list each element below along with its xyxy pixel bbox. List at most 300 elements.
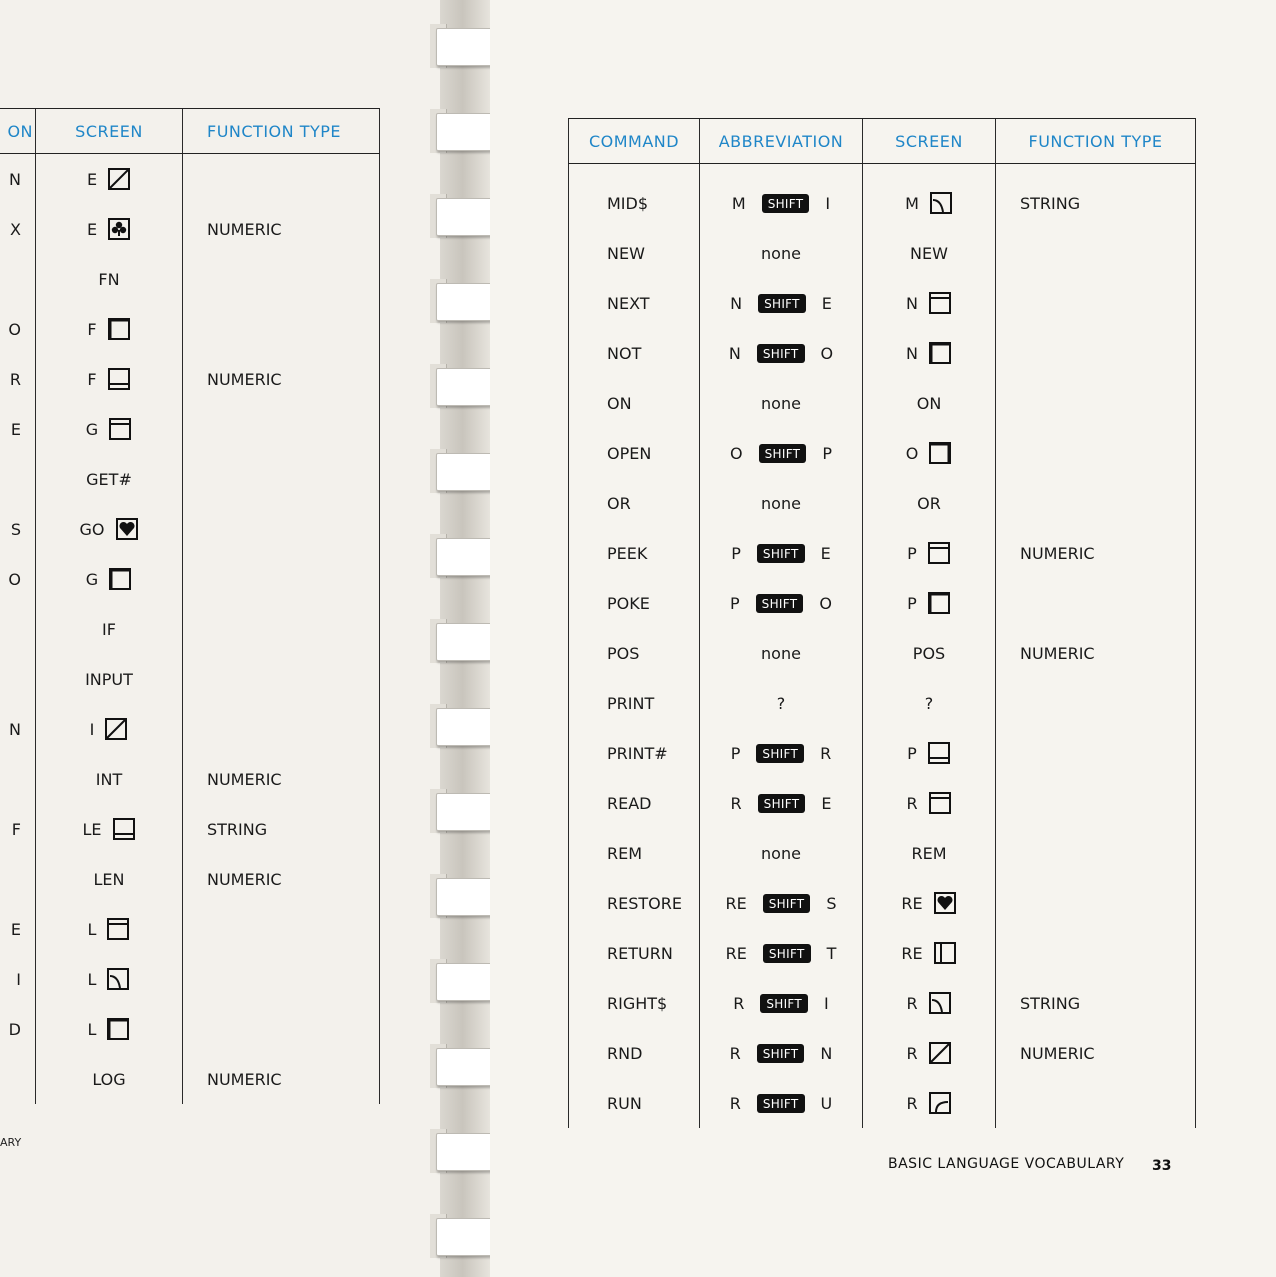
function-cell: [996, 728, 1196, 778]
shift-key: SHIFT: [758, 794, 806, 813]
screen-cell: [863, 528, 996, 578]
screen-prefix: R: [906, 993, 918, 1013]
left-screen-cell: [36, 654, 183, 704]
function-cell: [996, 378, 1196, 428]
abbreviation-prefix: P: [730, 594, 740, 613]
abbreviation-fragment: N: [9, 719, 21, 739]
screen-cell: [863, 328, 996, 378]
abbreviation-fragment: F: [11, 819, 21, 839]
shift-key: SHIFT: [763, 894, 811, 913]
shift-key: SHIFT: [757, 344, 805, 363]
left-table-row: [0, 954, 380, 1004]
left-table-row: [0, 654, 380, 704]
vocab-row: [569, 678, 1196, 728]
arc-icon: [928, 1091, 952, 1115]
screen-prefix: E: [86, 169, 98, 189]
shift-key: SHIFT: [759, 444, 807, 463]
command-name: NOT: [607, 343, 642, 363]
screen-prefix: IF: [102, 620, 116, 639]
vocab-row: [569, 278, 1196, 328]
left-function-cell: [183, 954, 380, 1004]
screen-prefix: REM: [911, 844, 947, 863]
abbreviation-suffix: E: [820, 544, 831, 563]
left-function-cell: [183, 604, 380, 654]
shift-key: SHIFT: [756, 744, 804, 763]
left-header-abbreviation: ON: [0, 109, 36, 154]
function-cell: [996, 478, 1196, 528]
left-footer-fragment: ARY: [0, 1136, 22, 1149]
command-name: POKE: [607, 593, 650, 613]
screen-cell: [863, 164, 996, 229]
left-screen-cell: [36, 254, 183, 304]
screen-prefix: P: [907, 543, 917, 563]
left-screen-cell: [36, 454, 183, 504]
command-cell: [569, 928, 700, 978]
right-corner-box-icon: [928, 441, 952, 465]
screen-cell: [863, 978, 996, 1028]
function-type: NUMERIC: [207, 869, 282, 889]
left-table-row: [0, 504, 380, 554]
left-table-row: [0, 304, 380, 354]
vocab-row: [569, 728, 1196, 778]
screen-prefix: GET#: [86, 470, 132, 489]
function-cell: [996, 528, 1196, 578]
command-name: POS: [607, 643, 640, 663]
abbreviation-suffix: E: [821, 294, 832, 313]
left-screen-cell: [36, 704, 183, 754]
command-cell: [569, 164, 700, 229]
function-cell: [996, 928, 1196, 978]
screen-cell: [863, 728, 996, 778]
screen-prefix: ?: [924, 694, 934, 713]
abbreviation-fragment: X: [10, 219, 21, 239]
left-screen-cell: [36, 154, 183, 205]
left-abbreviation-cell: [0, 954, 36, 1004]
left-vocab-table: [0, 108, 380, 1104]
function-cell: [996, 878, 1196, 928]
function-type: NUMERIC: [207, 769, 282, 789]
shift-key: SHIFT: [760, 994, 808, 1013]
screen-cell: [863, 1078, 996, 1128]
shift-key: SHIFT: [756, 594, 804, 613]
function-cell: [996, 278, 1196, 328]
left-function-cell: [183, 404, 380, 454]
left-corner-box-icon: [927, 591, 951, 615]
left-header-row: [0, 109, 380, 154]
command-cell: [569, 578, 700, 628]
abbreviation-prefix: P: [731, 544, 741, 563]
abbreviation-cell: [700, 628, 863, 678]
function-cell: [996, 428, 1196, 478]
function-type: STRING: [207, 819, 268, 839]
left-screen-cell: [36, 204, 183, 254]
screen-cell: [863, 778, 996, 828]
left-screen-cell: [36, 904, 183, 954]
command-name: PEEK: [607, 543, 648, 563]
screen-prefix: E: [86, 219, 98, 239]
command-cell: [569, 228, 700, 278]
screen-prefix: ON: [916, 394, 942, 413]
left-table-row: [0, 854, 380, 904]
command-name: ON: [607, 393, 632, 413]
command-name: MID$: [607, 193, 649, 213]
bottom-bar-box-icon: [107, 367, 131, 391]
screen-cell: [863, 228, 996, 278]
left-abbreviation-cell: [0, 654, 36, 704]
left-screen-cell: [36, 304, 183, 354]
screen-prefix: GO: [79, 519, 105, 539]
header-screen: SCREEN: [863, 119, 996, 164]
left-abbreviation-cell: [0, 754, 36, 804]
abbreviation-suffix: I: [824, 994, 829, 1013]
command-cell: [569, 328, 700, 378]
left-table-row: [0, 754, 380, 804]
left-table-row: [0, 904, 380, 954]
abbreviation-suffix: I: [825, 194, 831, 213]
left-corner-box-icon: [106, 1017, 130, 1041]
vocab-row: [569, 528, 1196, 578]
screen-prefix: INPUT: [85, 670, 133, 689]
vocab-row: [569, 228, 1196, 278]
abbreviation-cell: [700, 928, 863, 978]
abbreviation-cell: [700, 328, 863, 378]
left-function-cell: [183, 654, 380, 704]
footer-section-title: BASIC LANGUAGE VOCABULARY: [888, 1156, 1125, 1172]
command-name: RESTORE: [607, 893, 682, 913]
abbreviation-text: none: [761, 843, 801, 863]
left-function-cell: [183, 504, 380, 554]
command-name: RUN: [607, 1093, 642, 1113]
abbreviation-fragment: O: [8, 319, 21, 339]
command-cell: [569, 528, 700, 578]
screen-prefix: R: [906, 1093, 918, 1113]
club-icon: [107, 217, 131, 241]
command-name: RIGHT$: [607, 993, 668, 1013]
vocab-row: [569, 1028, 1196, 1078]
function-type: STRING: [1020, 193, 1081, 213]
left-screen-cell: [36, 604, 183, 654]
abbreviation-prefix: N: [730, 294, 743, 313]
screen-prefix: L: [87, 969, 97, 989]
abbreviation-cell: [700, 828, 863, 878]
left-function-cell: [183, 254, 380, 304]
left-function-cell: [183, 304, 380, 354]
command-cell: [569, 428, 700, 478]
left-abbreviation-cell: [0, 154, 36, 205]
left-corner-box-icon: [108, 567, 132, 591]
screen-cell: [863, 378, 996, 428]
screen-prefix: N: [906, 293, 918, 313]
function-cell: [996, 628, 1196, 678]
left-screen-cell: [36, 954, 183, 1004]
screen-prefix: L: [87, 1019, 97, 1039]
left-abbreviation-cell: [0, 1004, 36, 1054]
command-name: OR: [607, 493, 631, 513]
diagonal-icon: [928, 1041, 952, 1065]
left-screen-cell: [36, 404, 183, 454]
abbreviation-suffix: T: [826, 944, 837, 963]
abbreviation-fragment: R: [9, 369, 21, 389]
screen-prefix: R: [906, 793, 918, 813]
shift-key: SHIFT: [757, 1094, 805, 1113]
command-cell: [569, 378, 700, 428]
shift-key: SHIFT: [757, 544, 805, 563]
command-name: RND: [607, 1043, 643, 1063]
abbreviation-cell: [700, 978, 863, 1028]
abbreviation-prefix: RE: [725, 944, 747, 963]
shift-key: SHIFT: [763, 944, 811, 963]
left-function-cell: [183, 704, 380, 754]
screen-prefix: L: [87, 919, 97, 939]
corner-curve-icon: [928, 991, 952, 1015]
left-bar-box-icon: [933, 941, 957, 965]
screen-prefix: G: [85, 419, 99, 439]
vocab-row: [569, 628, 1196, 678]
left-function-cell: [183, 554, 380, 604]
left-screen-cell: [36, 1004, 183, 1054]
heart-icon: [933, 891, 957, 915]
right-vocab-table: [568, 118, 1196, 1128]
function-type: NUMERIC: [1020, 543, 1095, 563]
command-cell: [569, 478, 700, 528]
abbreviation-text: none: [761, 393, 801, 413]
abbreviation-suffix: E: [821, 794, 832, 813]
vocab-row: [569, 928, 1196, 978]
left-abbreviation-cell: [0, 504, 36, 554]
screen-prefix: F: [87, 319, 97, 339]
left-screen-cell: [36, 804, 183, 854]
function-cell: [996, 978, 1196, 1028]
page-number: 33: [1152, 1158, 1172, 1174]
left-page: [0, 0, 470, 1277]
vocab-row: [569, 164, 1196, 229]
heart-icon: [115, 517, 139, 541]
left-abbreviation-cell: [0, 454, 36, 504]
right-header-row: [569, 119, 1196, 164]
abbreviation-cell: [700, 528, 863, 578]
top-bar-box-icon: [108, 417, 132, 441]
function-cell: [996, 164, 1196, 229]
abbreviation-cell: [700, 164, 863, 229]
left-abbreviation-cell: [0, 254, 36, 304]
abbreviation-suffix: N: [820, 1044, 833, 1063]
command-cell: [569, 678, 700, 728]
bottom-bar-box-icon: [927, 741, 951, 765]
left-table-body: [0, 154, 380, 1105]
vocab-row: [569, 578, 1196, 628]
function-cell: [996, 778, 1196, 828]
vocab-row: [569, 378, 1196, 428]
abbreviation-text: ?: [776, 693, 786, 713]
abbreviation-fragment: O: [8, 569, 21, 589]
vocab-row: [569, 478, 1196, 528]
abbreviation-prefix: RE: [725, 894, 747, 913]
abbreviation-suffix: S: [826, 894, 837, 913]
left-abbreviation-cell: [0, 704, 36, 754]
left-header-screen: SCREEN: [36, 109, 183, 154]
shift-key: SHIFT: [757, 1044, 805, 1063]
abbreviation-prefix: O: [730, 444, 743, 463]
abbreviation-cell: [700, 278, 863, 328]
screen-prefix: I: [89, 719, 95, 739]
command-name: OPEN: [607, 443, 652, 463]
function-type: NUMERIC: [1020, 1043, 1095, 1063]
function-cell: [996, 578, 1196, 628]
abbreviation-cell: [700, 728, 863, 778]
function-cell: [996, 328, 1196, 378]
screen-prefix: O: [905, 443, 919, 463]
left-table-row: [0, 1004, 380, 1054]
shift-key: SHIFT: [762, 194, 810, 213]
left-table-row: [0, 454, 380, 504]
header-function-type: FUNCTION TYPE: [996, 119, 1196, 164]
abbreviation-suffix: O: [820, 344, 834, 363]
left-function-cell: [183, 354, 380, 404]
screen-prefix: P: [907, 593, 917, 613]
screen-cell: [863, 628, 996, 678]
abbreviation-text: none: [761, 243, 801, 263]
left-table-row: [0, 154, 380, 205]
abbreviation-fragment: E: [10, 419, 21, 439]
left-abbreviation-cell: [0, 904, 36, 954]
left-function-cell: [183, 904, 380, 954]
command-cell: [569, 278, 700, 328]
command-cell: [569, 978, 700, 1028]
abbreviation-cell: [700, 478, 863, 528]
left-screen-cell: [36, 754, 183, 804]
screen-cell: [863, 278, 996, 328]
command-name: READ: [607, 793, 652, 813]
left-abbreviation-cell: [0, 804, 36, 854]
function-cell: [996, 1028, 1196, 1078]
abbreviation-fragment: N: [9, 169, 21, 189]
abbreviation-suffix: U: [820, 1094, 833, 1113]
left-table-row: [0, 204, 380, 254]
command-name: PRINT: [607, 693, 655, 713]
right-table-body: [569, 164, 1196, 1129]
screen-prefix: LE: [82, 819, 102, 839]
screen-cell: [863, 428, 996, 478]
vocab-row: [569, 328, 1196, 378]
command-cell: [569, 628, 700, 678]
command-cell: [569, 1028, 700, 1078]
abbreviation-fragment: S: [10, 519, 21, 539]
left-screen-cell: [36, 354, 183, 404]
left-screen-cell: [36, 854, 183, 904]
screen-prefix: F: [87, 369, 97, 389]
screen-prefix: M: [905, 193, 919, 213]
left-function-cell: [183, 204, 380, 254]
screen-prefix: G: [85, 569, 99, 589]
abbreviation-cell: [700, 1028, 863, 1078]
left-abbreviation-cell: [0, 204, 36, 254]
command-name: NEW: [607, 243, 645, 263]
left-corner-box-icon: [107, 317, 131, 341]
left-screen-cell: [36, 554, 183, 604]
left-abbreviation-cell: [0, 404, 36, 454]
screen-prefix: P: [907, 743, 917, 763]
function-type: NUMERIC: [207, 219, 282, 239]
command-cell: [569, 728, 700, 778]
left-table-row: [0, 354, 380, 404]
function-cell: [996, 228, 1196, 278]
left-abbreviation-cell: [0, 304, 36, 354]
left-abbreviation-cell: [0, 554, 36, 604]
abbreviation-suffix: R: [820, 744, 832, 763]
diagonal-icon: [104, 717, 128, 741]
left-function-cell: [183, 804, 380, 854]
screen-prefix: N: [906, 343, 918, 363]
abbreviation-prefix: P: [730, 744, 741, 763]
screen-prefix: POS: [912, 644, 946, 663]
left-header-function-type: FUNCTION TYPE: [183, 109, 380, 154]
abbreviation-text: none: [761, 643, 801, 663]
left-function-cell: [183, 854, 380, 904]
screen-cell: [863, 478, 996, 528]
left-function-cell: [183, 754, 380, 804]
screen-cell: [863, 1028, 996, 1078]
screen-cell: [863, 878, 996, 928]
left-screen-cell: [36, 1054, 183, 1104]
left-abbreviation-cell: [0, 1054, 36, 1104]
function-cell: [996, 678, 1196, 728]
abbreviation-prefix: N: [728, 344, 741, 363]
screen-prefix: RE: [901, 893, 923, 913]
header-command: COMMAND: [569, 119, 700, 164]
abbreviation-suffix: P: [822, 444, 832, 463]
abbreviation-fragment: E: [10, 919, 21, 939]
top-bar-box-icon: [928, 291, 952, 315]
function-cell: [996, 1078, 1196, 1128]
function-type: STRING: [1020, 993, 1081, 1013]
abbreviation-prefix: R: [729, 1044, 741, 1063]
screen-cell: [863, 578, 996, 628]
vocab-row: [569, 828, 1196, 878]
left-abbreviation-cell: [0, 604, 36, 654]
abbreviation-cell: [700, 228, 863, 278]
left-table-row: [0, 704, 380, 754]
command-name: NEXT: [607, 293, 650, 313]
left-table-row: [0, 554, 380, 604]
command-cell: [569, 878, 700, 928]
screen-cell: [863, 678, 996, 728]
left-function-cell: [183, 154, 380, 205]
left-table-row: [0, 804, 380, 854]
abbreviation-cell: [700, 578, 863, 628]
abbreviation-cell: [700, 1078, 863, 1128]
top-bar-box-icon: [928, 791, 952, 815]
abbreviation-fragment: D: [8, 1019, 21, 1039]
abbreviation-fragment: I: [16, 969, 21, 989]
screen-prefix: NEW: [910, 244, 948, 263]
left-screen-cell: [36, 504, 183, 554]
vocab-row: [569, 1078, 1196, 1128]
command-name: REM: [607, 843, 643, 863]
function-cell: [996, 828, 1196, 878]
command-name: PRINT#: [607, 743, 668, 763]
abbreviation-prefix: R: [733, 994, 745, 1013]
abbreviation-prefix: R: [730, 794, 742, 813]
abbreviation-cell: [700, 378, 863, 428]
screen-prefix: OR: [917, 494, 941, 513]
vocab-row: [569, 978, 1196, 1028]
abbreviation-suffix: O: [819, 594, 832, 613]
command-cell: [569, 1078, 700, 1128]
function-type: NUMERIC: [207, 369, 282, 389]
abbreviation-prefix: M: [731, 194, 746, 213]
diagonal-icon: [107, 167, 131, 191]
command-cell: [569, 828, 700, 878]
